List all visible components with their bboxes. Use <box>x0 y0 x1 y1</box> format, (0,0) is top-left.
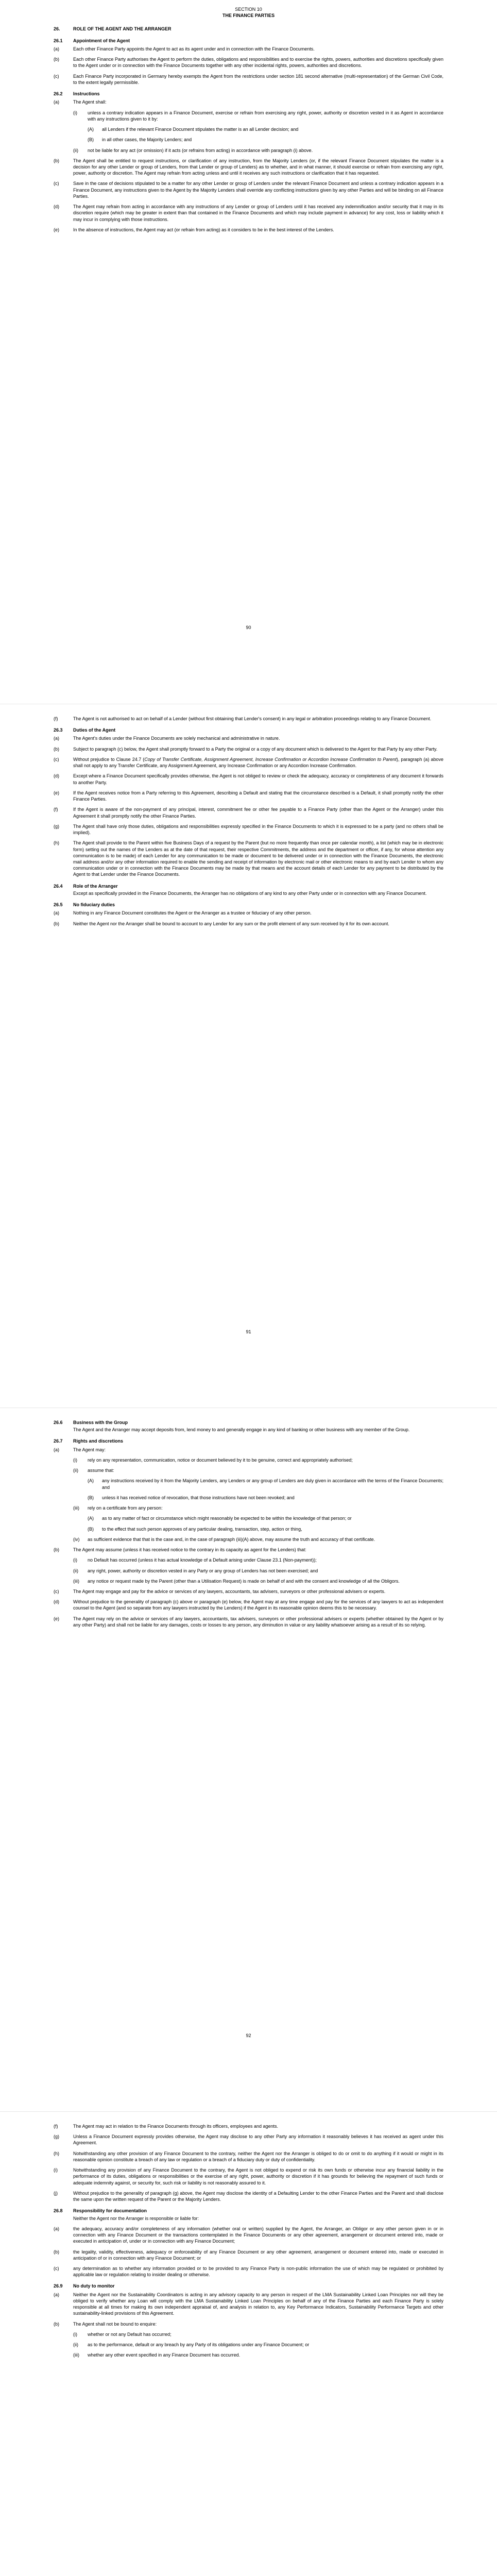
page-93 <box>0 2112 497 2576</box>
paragraph: (b) Subject to paragraph (c) below, the Agent shall promptly forward to a Party the original or a copy of any document which is delivered to the Agent for that Party by any other Party. <box>54 746 438 752</box>
paragraph: (a) Each other Finance Party appoints the Agent to act as its agent under and in connection with the Finance Documents. <box>54 46 315 52</box>
paragraph: (a) The Agent's duties under the Finance Documents are solely mechanical and administrative in nature. <box>54 736 280 741</box>
section-number: SECTION 10 <box>235 7 262 12</box>
paragraph: (iii) any notice or request made by the Parent (other than a Utilisation Request) is made on behalf of and with the consent and knowledge of all the Obligors. <box>73 1578 400 1584</box>
paragraph: (j) Without prejudice to the generality of paragraph (g) above, the Agent may disclose the identity of a Defaulting Lender to the other Finance Parties and the Parent and shall disclose the same upon the written request of the Parent or the Majority Lenders. <box>54 2190 443 2202</box>
paragraph: (f) The Agent may act in relation to the Finance Documents through its officers, employees and agents. <box>54 2124 279 2129</box>
paragraph: (iv) as sufficient evidence that that is the case and, in the case of paragraph (iii)(A) above, may assume the truth and accuracy of that certificate. <box>73 1536 375 1542</box>
paragraph: (e) The Agent may rely on the advice or services of any lawyers, accountants, tax advisers, surveyors or other professional advisers or experts (whether obtained by the Agent or by any other Party) and shall not be liable for any damages, costs or losses to any person, any diminution in value or any liability whatsoever arising as a result of its so relying. <box>54 1616 443 1628</box>
clause-heading: 26.2 Instructions <box>54 91 100 97</box>
paragraph: (ii) assume that: <box>73 1468 114 1473</box>
paragraph: (b) The Agent may assume (unless it has received notice to the contrary in its capacity as agent for the Lenders) that: <box>54 1547 306 1553</box>
paragraph: (B) to the effect that such person approves of any particular dealing, transaction, step, action or thing, <box>88 1526 302 1532</box>
paragraph: Except as specifically provided in the Finance Documents, the Arranger has no obligations of any kind to any other Party under or in connection with any Finance Document. <box>73 890 427 896</box>
paragraph: (e) If the Agent receives notice from a Party referring to this Agreement, describing a Default and stating that the circumstance described is a Default, it shall promptly notify the other Finance Parties. <box>54 790 443 802</box>
paragraph: (g) Unless a Finance Document expressly provides otherwise, the Agent may disclose to any other Party any information it reasonably believes it has received as agent under this Agreement. <box>54 2134 443 2146</box>
paragraph: (c) Each Finance Party incorporated in Germany hereby exempts the Agent from the restrictions under section 181 second alternative (multi-representation) of the German Civil Code, to the extent legally permissible. <box>54 73 443 85</box>
paragraph: (b) Neither the Agent nor the Arranger shall be bound to account to any Lender for any sum or the profit element of any sum received by it for its own account. <box>54 921 389 926</box>
clause-heading: 26.3 Duties of the Agent <box>54 727 116 733</box>
paragraph: (i) whether or not any Default has occurred; <box>73 2331 172 2337</box>
clause-heading: 26.5 No fiduciary duties <box>54 902 115 908</box>
paragraph: (c) any determination as to whether any information provided or to be provided to any Finance Party is non-public information the use of which may be regulated or prohibited by applicable law or regulation relating to insider dealing or otherwise. <box>54 2265 443 2278</box>
clause-heading: 26.9 No duty to monitor <box>54 2283 115 2289</box>
paragraph: (iii) rely on a certificate from any person: <box>73 1505 163 1511</box>
paragraph: (d) Except where a Finance Document specifically provides otherwise, the Agent is not obliged to review or check the adequacy, accuracy or completeness of any document it forwards to another Party. <box>54 773 443 785</box>
page-number: 92 <box>246 2033 251 2038</box>
paragraph: (i) Notwithstanding any provision of any Finance Document to the contrary, the Agent is not obliged to expend or risk its own funds or otherwise incur any financial liability in the performance of its duties, obligations or responsibilities or the exercise of any right, power, authority or discretion if it has grounds for believing the repayment of such funds or adequate indemnity against, or security for, such risk or liability is not reasonably assured to it. <box>54 2167 443 2185</box>
section-title: THE FINANCE PARTIES <box>222 13 275 19</box>
clause-heading: 26.8 Responsibility for documentation <box>54 2208 147 2214</box>
paragraph: (i) no Default has occurred (unless it has actual knowledge of a Default arising under Clause 23.1 (Non-payment)); <box>73 1557 317 1563</box>
clause-heading: 26.6 Business with the Group <box>54 1420 128 1425</box>
paragraph: (f) If the Agent is aware of the non-payment of any principal, interest, commitment fee or other fee payable to a Finance Party (other than the Agent or the Arranger) under this Agreement it shall promptly notify the other Finance Parties. <box>54 807 443 819</box>
paragraph: (a) The Agent shall: <box>54 99 107 105</box>
paragraph: (e) In the absence of instructions, the Agent may act (or refrain from acting) as it considers to be in the best interest of the Lenders. <box>54 227 334 232</box>
paragraph: (f) The Agent is not authorised to act on behalf of a Lender (without first obtaining that Lender's consent) in any legal or arbitration proceedings relating to any Finance Document. <box>54 716 432 721</box>
paragraph: (d) The Agent may refrain from acting in accordance with any instructions of any Lender or group of Lenders until it has received any indemnification and/or security that it may in its discretion require (which may be greater in extent than that contained in the Finance Documents and which may include payment in advance) for any cost, loss or liability which it may incur in complying with those instructions. <box>54 204 443 222</box>
paragraph: (b) Each other Finance Party authorises the Agent to perform the duties, obligations and responsibilities and to exercise the rights, powers, authorities and discretions specifically given to the Agent under or in connection with the Finance Documents together with any other incidental rights, powers, authorities and discretions. <box>54 57 443 69</box>
paragraph: (B) unless it has received notice of revocation, that those instructions have not been revoked; and <box>88 1495 295 1500</box>
page-90 <box>0 0 497 703</box>
clause-heading: 26. ROLE OF THE AGENT AND THE ARRANGER <box>54 26 172 32</box>
clause-heading: 26.1 Appointment of the Agent <box>54 38 130 43</box>
paragraph: (B) in all other cases, the Majority Lenders; and <box>88 137 192 143</box>
paragraph: (ii) as to the performance, default or any breach by any Party of its obligations under any Finance Document; or <box>73 2342 310 2348</box>
clause-heading: 26.7 Rights and discretions <box>54 1438 124 1444</box>
paragraph: (ii) any right, power, authority or discretion vested in any Party or any group of Lenders has not been exercised; and <box>73 1568 318 1573</box>
paragraph: (iii) whether any other event specified in any Finance Document has occurred. <box>73 2352 241 2358</box>
paragraph: (h) Notwithstanding any other provision of any Finance Document to the contrary, neither the Agent nor the Arranger is obliged to do or omit to do anything if it would or might in its reasonable opinion constitute a breach of any law or regulation or a breach of a fiduciary duty or duty of confidentiality. <box>54 2150 443 2162</box>
page-92 <box>0 1408 497 2111</box>
paragraph: (b) the legality, validity, effectiveness, adequacy or enforceability of any Finance Document or any other agreement, arrangement or document entered into, made or executed in anticipation of or in connection with any Finance Document; or <box>54 2249 443 2261</box>
paragraph: The Agent and the Arranger may accept deposits from, lend money to and generally engage in any kind of banking or other business with any member of the Group. <box>73 1427 410 1433</box>
page-91 <box>0 704 497 1407</box>
paragraph: (A) as to any matter of fact or circumstance which might reasonably be expected to be within the knowledge of that person; or <box>88 1516 352 1521</box>
paragraph: (A) all Lenders if the relevant Finance Document stipulates the matter is an all Lender decision; and <box>88 127 299 132</box>
paragraph: (d) Without prejudice to the generality of paragraph (c) above or paragraph (e) below, the Agent may at any time engage and pay for the services of any lawyers to act as independent counsel to the Agent (and so separate from any lawyers instructed by the Lenders) if the Agent in its reasonable opinion deems this to be necessary. <box>54 1599 443 1611</box>
paragraph: (c) Save in the case of decisions stipulated to be a matter for any other Lender or group of Lenders under the relevant Finance Document and unless a contrary indication appears in a Finance Document, any instructions given to the Agent by the Majority Lenders shall override any conflicting instructions given by any other Parties and will be binding on all Finance Parties. <box>54 181 443 199</box>
page-number: 91 <box>246 1329 251 1334</box>
paragraph: (A) any instructions received by it from the Majority Lenders, any Lenders or any group of Lenders are duly given in accordance with the terms of the Finance Documents; and <box>88 1478 443 1490</box>
paragraph: Neither the Agent nor the Arranger is responsible or liable for: <box>73 2215 199 2221</box>
paragraph: (i) rely on any representation, communication, notice or document believed by it to be genuine, correct and appropriately authorised; <box>73 1457 353 1463</box>
paragraph: (a) Nothing in any Finance Document constitutes the Agent or the Arranger as a trustee or fiduciary of any other person. <box>54 910 312 916</box>
paragraph: (a) the adequacy, accuracy and/or completeness of any information (whether oral or written) supplied by the Agent, the Arranger, an Obligor or any other person given in or in connection with any Finance Document or the transactions contemplated in the Finance Documents or any other agreement, arrangement or document entered into, made or executed in anticipation of, under or in connection with any Finance Document; <box>54 2226 443 2244</box>
paragraph: (h) The Agent shall provide to the Parent within five Business Days of a request by the Parent (but no more frequently than once per calendar month), a list (which may be in electronic form) setting out the names of the Lenders as at the date of that request, their respective Commitments, the address and the department or officer, if any, for whose attention any communication is to be made) of each Lender for any communication to be made or document to be delivered under or in connection with the Finance Documents, the electronic mail address and/or any other information required to enable the sending and receipt of information by electronic mail or other electronic means to and by each Lender to whom any communication under or in connection with the Finance Documents may be made by that means and the account details of each Lender for any payment to be distributed by the Agent to that Lender under the Finance Documents. <box>54 840 443 877</box>
paragraph: (ii) not be liable for any act (or omission) if it acts (or refrains from acting) in accordance with paragraph (i) above. <box>73 147 313 153</box>
paragraph: (b) The Agent shall not be bound to enquire: <box>54 2321 157 2327</box>
page-number: 90 <box>246 625 251 630</box>
paragraph: (a) The Agent may: <box>54 1447 106 1452</box>
paragraph: (b) The Agent shall be entitled to request instructions, or clarification of any instruction, from the Majority Lenders (or, if the relevant Finance Document stipulates the matter is a decision for any other Lender or group of Lenders, from that Lender or group of Lenders) as to whether, and in what manner, it should exercise or refrain from exercising any right, power, authority or discretion. The Agent may refrain from acting unless and until it receives any such instructions or clarification that it has requested. <box>54 158 443 176</box>
clause-heading: 26.4 Role of the Arranger <box>54 883 118 889</box>
paragraph: (a) Neither the Agent nor the Sustainability Coordinators is acting in any advisory capacity to any person in respect of the LMA Sustainability Linked Loan Principles nor will they be obliged to verify whether any Loan will comply with the LMA Sustainability Linked Loan Principles on behalf of any of the Finance Parties and each Finance Party is solely responsible at all times for making its own independent appraisal of, and analysis in relation to, any Key Performance Indicators, Sustainability Performance Targets and other sustainability-linked provisions of this Agreement. <box>54 2292 443 2316</box>
paragraph: (i) unless a contrary indication appears in a Finance Document, exercise or refrain from exercising any right, power, authority or discretion vested in it as Agent in accordance with any instructions given to it by: <box>73 110 443 122</box>
paragraph: (c) Without prejudice to Clause 24.7 (Copy of Transfer Certificate, Assignment Agreement, Increase Confirmation or Accordion Increase Confirmation to Parent), paragraph (a) above shall not apply to any Transfer Certificate, any Assignment Agreement, any Increase Confirmation or any Accordion Increase Confirmation. <box>54 756 443 769</box>
paragraph: (c) The Agent may engage and pay for the advice or services of any lawyers, accountants, tax advisers, surveyors or other professional advisers or experts. <box>54 1588 386 1594</box>
paragraph: (g) The Agent shall have only those duties, obligations and responsibilities expressly specified in the Finance Documents to which it is expressed to be a party (and no others shall be implied). <box>54 823 443 836</box>
